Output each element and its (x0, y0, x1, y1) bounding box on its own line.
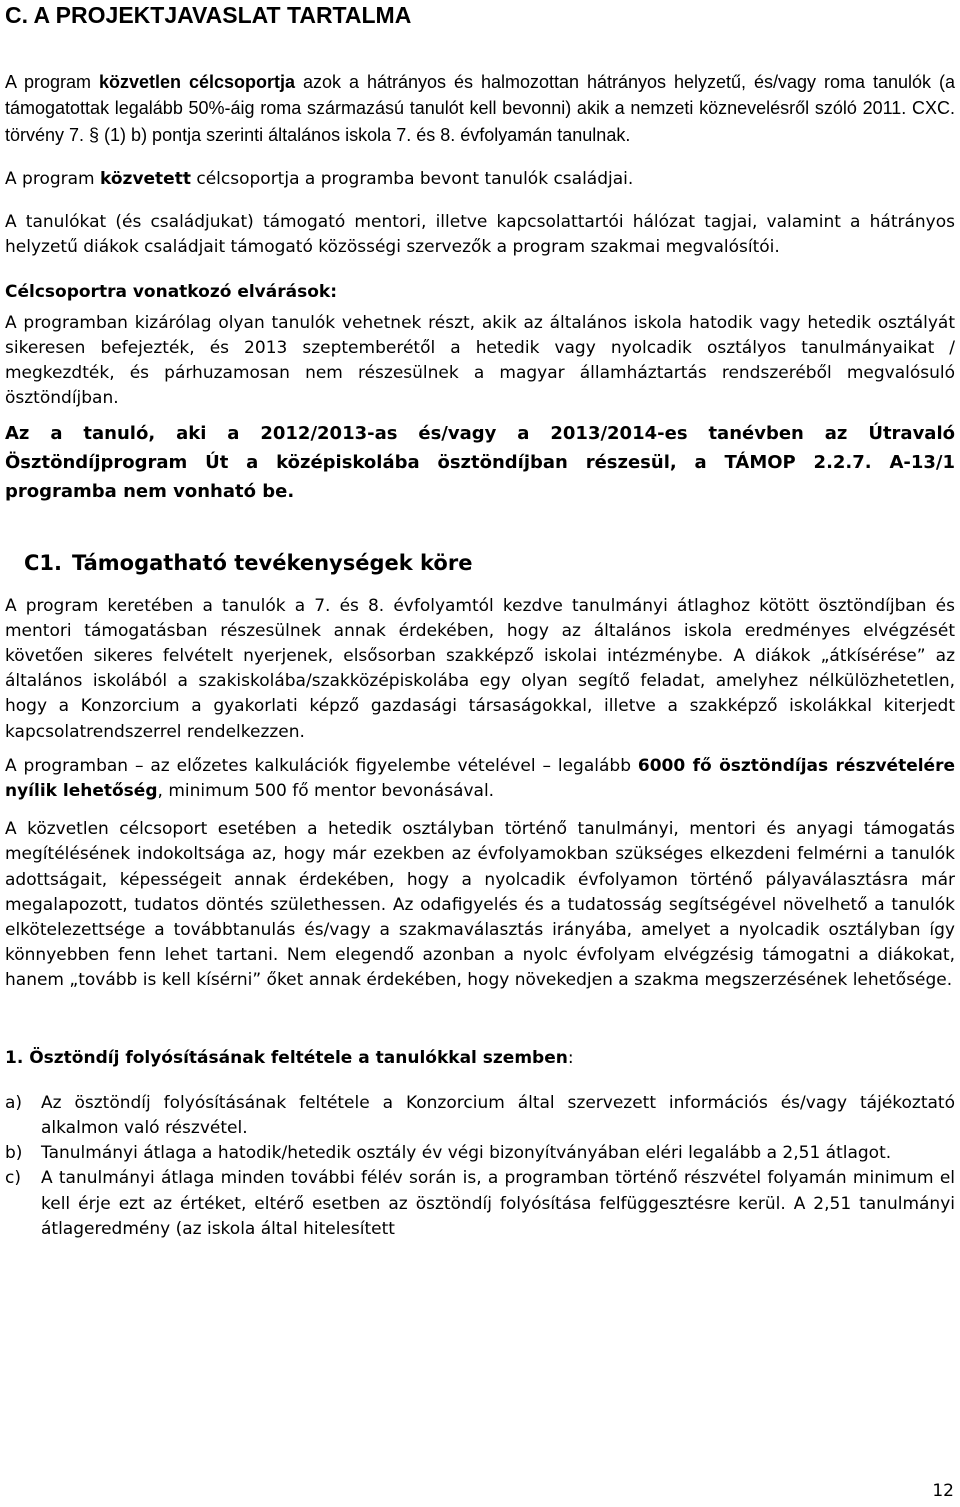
indirect-target-paragraph: A program közvetett célcsoportja a programba bevont tanulók családjai. (5, 169, 634, 190)
document-page (5, 0, 955, 1242)
list-item-label: b) (5, 1143, 23, 1164)
list-item-text: Tanulmányi átlaga a hatodik/hetedik osztály év végi bizonyítványában eléri legalább a 2,51 átlagot. (41, 1143, 892, 1164)
list-item (5, 1166, 955, 1242)
scholarship-heading: 1. Ösztöndíj folyósításának feltétele a tanulókkal szemben: (5, 1047, 574, 1068)
list-item-label: c) (5, 1168, 21, 1189)
indirect-target-group: közvetett (100, 169, 191, 190)
requirements-bold-note: Az a tanuló, aki a 2012/2013-as és/vagy a 2013/2014-es tanévben az Útravaló Ösztöndíjprogram Út a középiskolába ösztöndíjban részesül, a TÁMOP 2.2.7. A-13/1 programba nem vonható be. (5, 422, 955, 502)
section-title: C. A PROJEKTJAVASLAT TARTALMA (5, 2, 412, 28)
c1-paragraph-2: A programban – az előzetes kalkulációk figyelembe vételével – legalább 6000 fő ösztöndíjas részvételére nyílik lehetőség, minimum 500 fő mentor bevonásával. (5, 755, 956, 802)
intro-paragraph: A program közvetlen célcsoportja azok a hátrányos és halmozottan hátrányos helyzetű, és/vagy roma tanulók (a támogatottak legalább 50%-áig roma származású tanulót kell bevonni) akik a nemzeti köznevelésről szóló 2011. CXC. törvény 7. § (1) b) pontja szerinti általános iskola 7. és 8. évfolyamán tanulnak. (5, 72, 955, 145)
mentors-paragraph: A tanulókat (és családjukat) támogató mentori, illetve kapcsolattartói hálózat tagjai, valamint a hátrányos helyzetű diákok családjait támogató közösségi szervezők a program szakmai megvalósítói. (5, 212, 955, 258)
c1-title: Támogatható tevékenységek köre (72, 550, 473, 575)
c1-number: C1. (24, 550, 63, 575)
list-item-text: Az ösztöndíj folyósításának feltétele a Konzorcium által szervezett információs és/vagy tájékoztató alkalmon való részvétel. (41, 1092, 955, 1138)
c1-paragraph-3: A közvetlen célcsoport esetében a hetedik osztályban történő tanulmányi, mentori és anyagi támogatás megítélésének indokoltsága az, hogy már ezekben az évfolyamokban szükséges elkezdeni felmérni a tanulók adottságait, képességeit annak érdekében, hogy a nyolcadik évfolyamon történő pályaválasztásra már megalapozott, tudatos döntés születhessen. Az odafigyelés és a tudatosság segítségével növelhető a tanulók elkötelezettsége a továbbtanulás és/vagy a szakmaválasztás irányába, amelyet a nyolcadik osztályban így könnyebben fenn lehet tartani. Nem elegendő azonban a nyolc évfolyam elvégzésig támogatni a diákokat, hanem „tovább is kell kísérni” őket annak érdekében, hogy növekedjen a szakma megszerzésének lehetősége. (5, 819, 955, 991)
list-item (5, 1091, 955, 1141)
c1-paragraph-1: A program keretében a tanulók a 7. és 8. évfolyamtól kezdve tanulmányi átlaghoz kötött ösztöndíjban és mentori támogatásban részesülnek annak érdekében, hogy az általános iskola eredményes elvégzését követően sikeres felvételt nyerjenek, elsősorban szakképző iskolai intézménybe. A diákok „átkísérése” az általános iskolából a szakiskolába/szakközépiskolába egy olyan segítő feladat, amelyhez nélkülözhetetlen, hogy a Konzorcium a gyakorlati képző gazdasági társaságokkal, illetve a szakképző iskolákkal kiterjedt kapcsolatrendszerrel rendelkezzen. (5, 595, 955, 742)
requirements-heading: Célcsoportra vonatkozó elvárások: (5, 281, 337, 302)
scholarship-conditions-list (5, 1091, 955, 1242)
list-item (5, 1141, 955, 1166)
direct-target-group: közvetlen célcsoportja (98, 72, 296, 92)
list-item-text: A tanulmányi átlaga minden további félév során is, a programban történő részvétel folyamán minimum el kell érje ezt az értéket, eltérő esetben az ösztöndíj folyósítása felfüggesztésre kerül. A 2,51 tanulmányi átlageredmény (az iskola által hitelesített (41, 1168, 955, 1239)
requirements-text: A programban kizárólag olyan tanulók vehetnek részt, akik az általános iskola hatodik vagy hetedik osztályát sikeresen befejezték, és 2013 szeptemberétől a hetedik vagy nyolcadik osztályos tanulmányaikat / megkezdték, és párhuzamosan nem részesülnek a magyar államháztartás rendszeréből megvalósuló ösztöndíjban. (5, 312, 955, 409)
page-number: 12 (932, 1481, 954, 1501)
list-item-label: a) (5, 1092, 23, 1113)
c1-heading (24, 548, 955, 578)
scholarship-count: 6000 fő ösztöndíjas részvételére nyílik lehetőség (5, 755, 956, 802)
